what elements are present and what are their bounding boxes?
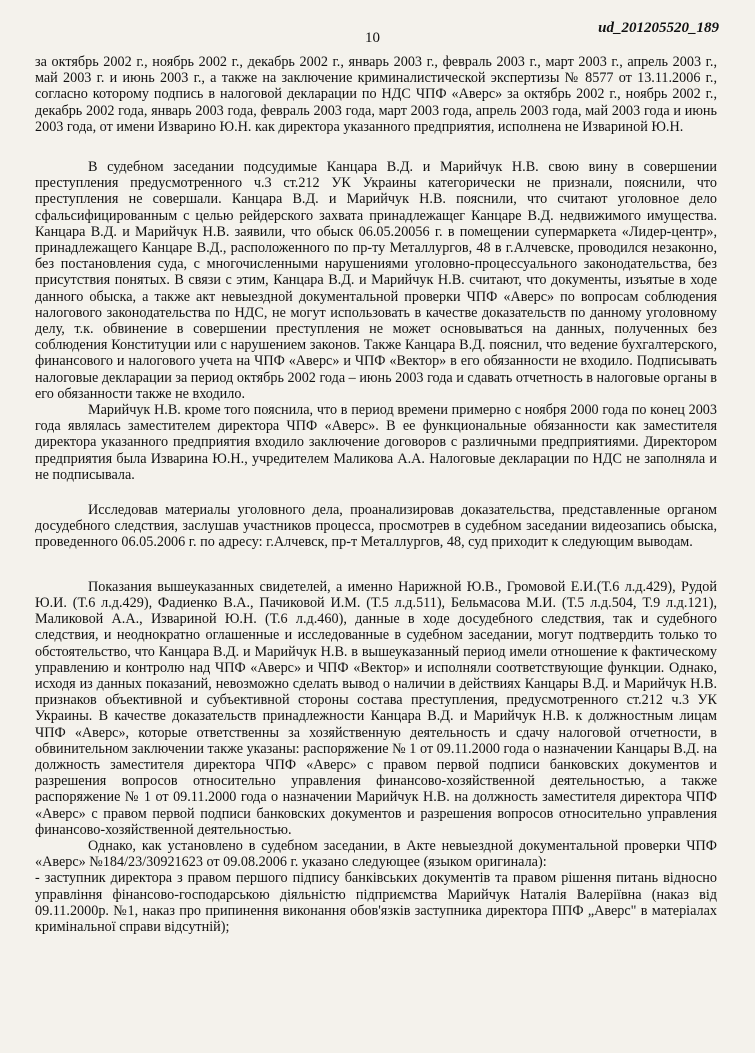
document-id: ud_201205520_189 xyxy=(598,20,719,36)
paragraph-1: за октябрь 2002 г., ноябрь 2002 г., декабрь 2002 г., январь 2003 г., февраль 2003 г., март 2003 г., апрель 2003 г., май 2003 г. и июнь 2003 г., а также на заключение криминалистической экспертизы № 8577 от 13.11.2006 г., согласно которому подпись в налоговой декларации по НДС ЧПФ «Аверс» за октябрь 2002 г., ноябрь 2002 г., декабрь 2002 года, январь 2003 года, февраль 2003 года, март 2003 года, апрель 2003 года, май 2003 года и июнь 2003 года, от имени Изварино Ю.Н. как директора указанного предприятия, исполнена не Извариной Ю.Н. xyxy=(35,54,717,135)
page-number: 10 xyxy=(365,30,380,46)
document-body xyxy=(35,54,717,935)
paragraph-4: Исследовав материалы уголовного дела, проанализировав доказательства, представленные органом досудебного следствия, заслушав участников процесса, просмотрев в судебном заседании видеозапись обыска, проведенного 06.05.2006 г. по адресу: г.Алчевск, пр-т Металлургов, 48, суд приходит к следующим выводам. xyxy=(35,502,717,551)
paragraph-3: Марийчук Н.В. кроме того пояснила, что в период времени примерно с ноября 2000 года по конец 2003 года являлась заместителем директора ЧПФ «Аверс». В ее функциональные обязанности как заместителя директора указанного предприятия входило заключение договоров с различными предприятиями. Директором предприятия была Изварина Ю.Н., учредителем Маликова А.А. Налоговые декларации по НДС не заполняла и не подписывала. xyxy=(35,402,717,483)
paragraph-7-quote: - заступник директора з правом першого підпису банківських документів та правом рішення питань відносно управління фінансово-господарською діяльністю підприємства Марийчук Наталія Валеріївна (наказ від 09.11.2000р. №1, наказ про припинення виконання обов'язків заступника директора ППФ „Аверс" в матеріалах кримінальної справи відсутній); xyxy=(35,870,717,935)
paragraph-5: Показания вышеуказанных свидетелей, а именно Нарижной Ю.В., Громовой Е.И.(Т.6 л.д.429), Рудой Ю.И. (Т.6 л.д.429), Фадиенко В.А., Пачиковой И.М. (Т.5 л.д.511), Бельмасова М.И. (Т.5 л.д.504, Т.9 л.д.121), Маликовой А.А., Извариной Ю.Н. (Т.6 л.д.460), данные в ходе досудебного следствия, так и судебного следствия, и неоднократно оглашенные и исследованные в судебном заседании, могут подтвердить только то обстоятельство, что Канцара В.Д. и Марийчук Н.В. в вышеуказанный период имели отношение к фактическому управлению и контролю над ЧПФ «Аверс» и ЧПФ «Вектор» и исполняли соответствующие функции. Однако, исходя из данных показаний, невозможно сделать вывод о наличии в действиях Канцары В.Д. и Марийчук Н.В. признаков объективной и субъективной стороны состава преступления, предусмотренного ст.212 ч.3 УК Украины. В качестве доказательств принадлежности Канцара В.Д. и Марийчук Н.В. к должностным лицам ЧПФ «Аверс», которые ответственны за хозяйственную деятельность и сдачу налоговой отчетности, в обвинительном заключении также указаны: распоряжение № 1 от 09.11.2000 года о назначении Канцары В.Д. на должность заместителя директора ЧПФ «Аверс» с правом первой подписи банковских документов и разрешения вопросов относительно управления финансово-хозяйственной деятельностью, а также распоряжение № 1 от 09.11.2000 года о назначении Марийчук Н.В. на должность заместителя директора ЧПФ «Аверс» с правом первой подписи банковских документов и разрешения вопросов относительно управления финансово-хозяйственной деятельностью. xyxy=(35,578,717,838)
paragraph-2: В судебном заседании подсудимые Канцара В.Д. и Марийчук Н.В. свою вину в совершении преступления предусмотренного ч.3 ст.212 УК Украины категорически не признали, пояснили, что преступления не совершали. Канцара В.Д. и Марийчук Н.В. пояснили, что считают уголовное дело сфальсифицированным с целью рейдерского захвата принадлежащег Канцаре В.Д. недвижимого имущества. Канцара В.Д. и Марийчук Н.В. заявили, что обыск 06.05.20056 г. в помещении супермаркета «Лидер-центр», принадлежащего Канцаре В.Д., расположенного по пр-ту Металлургов, 48 в г.Алчевске, проводился незаконно, без постановления суда, с многочисленными нарушениями уголовно-процессуального законодательства, без присутствия понятых. В связи с этим, Канцара В.Д. и Марийчук Н.В. считают, что документы, изъятые в ходе данного обыска, а также акт невыездной документальной проверки ЧПФ «Аверс» по вопросам соблюдения налогового законодательства по НДС, не могут использовать в качестве доказательств по данному уголовному делу, т.к. обвинение в совершении преступления не может основываться на данных, полученных без соблюдения Конституции или с нарушением законов. Также Канцара В.Д. пояснил, что ведение бухгалтерского, финансового и налогового учета на ЧПФ «Аверс» и ЧПФ «Вектор» в его обязанности не входило. Подписывать налоговые декларации за период октябрь 2002 года – июнь 2003 года и сдавать отчетность в налоговые органы в его обязанности также не входило. xyxy=(35,159,717,402)
paragraph-6: Однако, как установлено в судебном заседании, в Акте невыездной документальной проверки ЧПФ «Аверс» №184/23/30921623 от 09.08.2006 г. указано следующее (языком оригинала): xyxy=(35,837,717,871)
